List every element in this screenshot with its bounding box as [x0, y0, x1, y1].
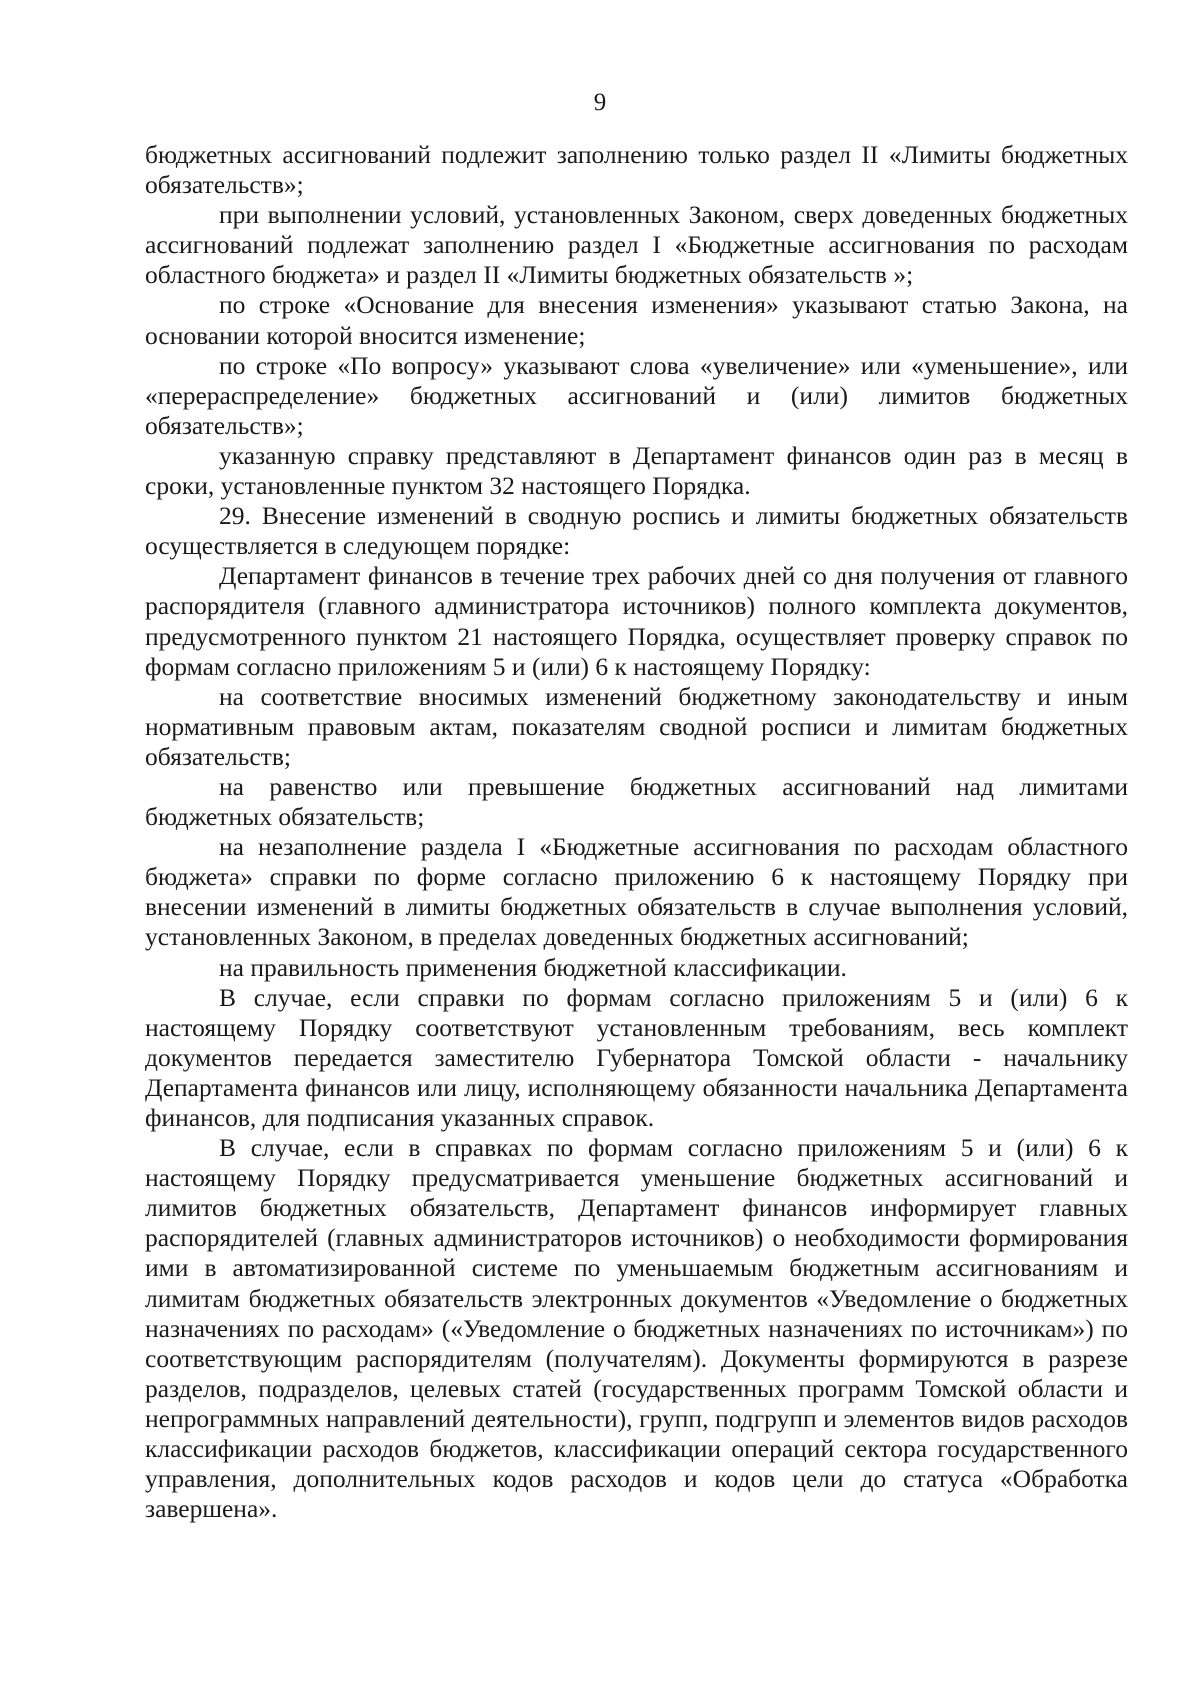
paragraph-basis-line: по строке «Основание для внесения изменения» указывают статью Закона, на основании которой вносится изменение;: [145, 290, 1128, 350]
paragraph-reduction: В случае, если в справках по формам согласно приложениям 5 и (или) 6 к настоящему Порядку предусматривается уменьшение бюджетных ассигнований и лимитов бюджетных обязательств, Департамент финансов информирует главных распорядителей (главных администраторов источников) о необходимости формирования ими в автоматизированной системе по уменьшаемым бюджетным ассигнованиям и лимитам бюджетных обязательств электронных документов «Уведомление о бюджетных назначениях по расходам» («Уведомление о бюджетных назначениях по источникам») по соответствующим распорядителям (получателям). Документы формируются в разрезе разделов, подразделов, целевых статей (государственных программ Томской области и непрограммных направлений деятельности), групп, подгрупп и элементов видов расходов классификации расходов бюджетов, классификации операций сектора государственного управления, дополнительных кодов расходов и кодов цели до статуса «Обработка завершена».: [145, 1133, 1128, 1524]
paragraph-question-line: по строке «По вопросу» указывают слова «увеличение» или «уменьшение», или «перераспределение» бюджетных ассигнований и (или) лимитов бюджетных обязательств»;: [145, 350, 1128, 440]
paragraph-review: Департамент финансов в течение трех рабочих дней со дня получения от главного распорядителя (главного администратора источников) полного комплекта документов, предусмотренного пунктом 21 настоящего Порядка, осуществляет проверку справок по формам согласно приложениям 5 и (или) 6 к настоящему Порядку:: [145, 561, 1128, 681]
document-body: [145, 140, 1128, 1524]
page-number: 9: [593, 89, 607, 116]
paragraph-check-compliance: на соответствие вносимых изменений бюджетному законодательству и иным нормативным правовым актам, показателям сводной росписи и лимитам бюджетных обязательств;: [145, 681, 1128, 771]
paragraph-check-equality: на равенство или превышение бюджетных ассигнований над лимитами бюджетных обязательств;: [145, 771, 1128, 832]
paragraph-check-section-1: на незаполнение раздела I «Бюджетные ассигнования по расходам областного бюджета» справки по форме согласно приложению 6 к настоящему Порядку при внесении изменений в лимиты бюджетных обязательств в случае выполнения условий, установленных Законом, в пределах доведенных бюджетных ассигнований;: [145, 832, 1128, 952]
paragraph-check-classification: на правильность применения бюджетной классификации.: [219, 952, 847, 982]
paragraph-signing: В случае, если справки по формам согласно приложениям 5 и (или) 6 к настоящему Порядку соответствуют установленным требованиям, весь комплект документов передается заместителю Губернатора Томской области - начальнику Департамента финансов или лицу, исполняющему обязанности начальника Департамента финансов, для подписания указанных справок.: [145, 982, 1128, 1132]
paragraph-extra-conditions: при выполнении условий, установленных Законом, сверх доведенных бюджетных ассигнований подлежат заполнению раздел I «Бюджетные ассигнования по расходам областного бюджета» и раздел II «Лимиты бюджетных обязательств »;: [145, 200, 1128, 290]
paragraph-continuation: бюджетных ассигнований подлежит заполнению только раздел II «Лимиты бюджетных обязательств»;: [145, 140, 1128, 200]
paragraph-submission: указанную справку представляют в Департамент финансов один раз в месяц в сроки, установленные пунктом 32 настоящего Порядка.: [145, 440, 1128, 501]
paragraph-item-29: 29. Внесение изменений в сводную роспись и лимиты бюджетных обязательств осуществляется в следующем порядке:: [145, 501, 1128, 561]
